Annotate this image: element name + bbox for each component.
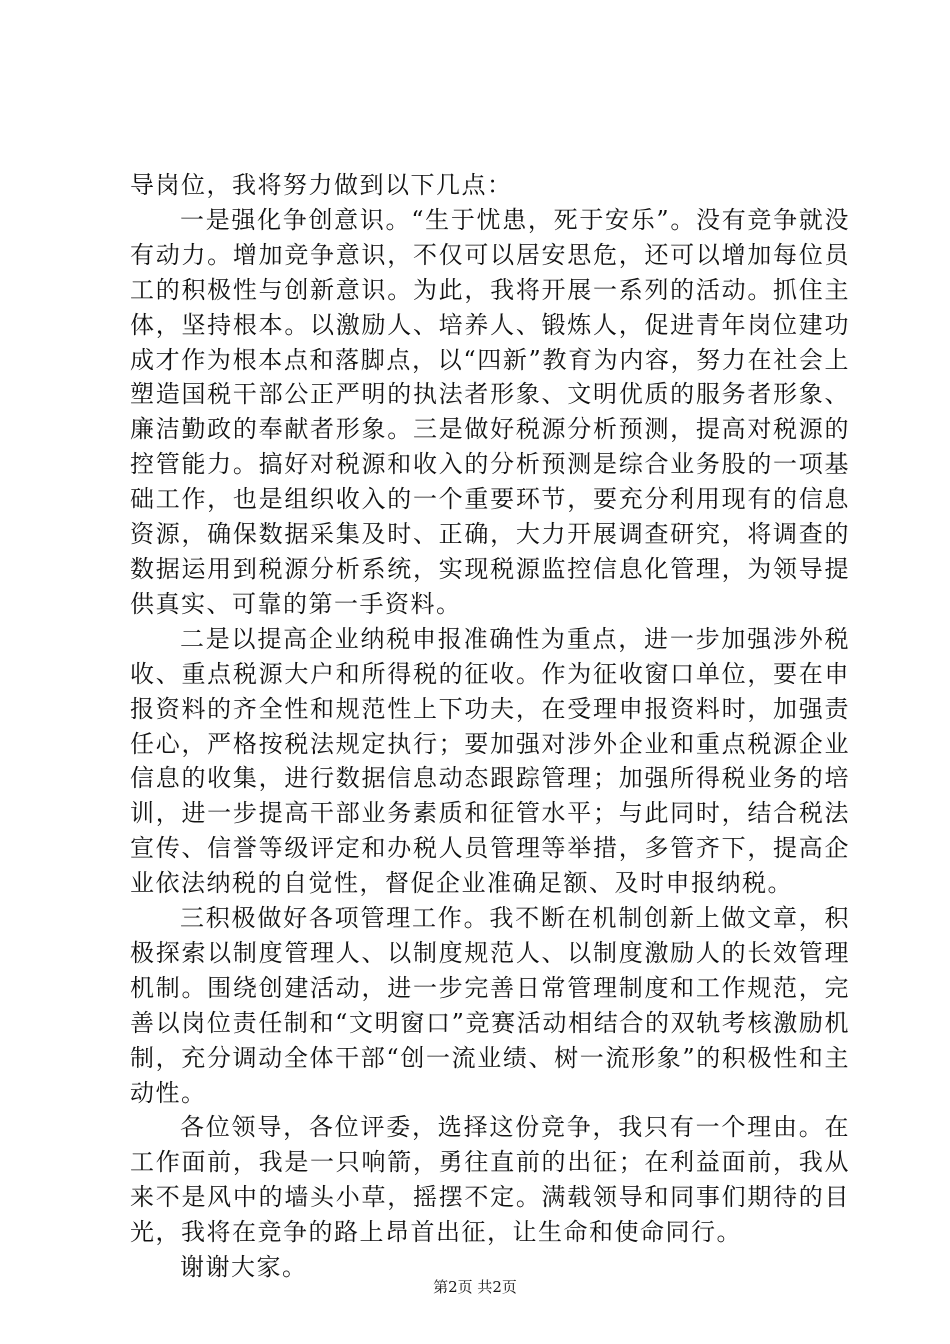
paragraph-continuation: 导岗位，我将努力做到以下几点： bbox=[130, 171, 513, 199]
paragraph-closing: 各位领导，各位评委，选择这份竞争，我只有一个理由。在工作面前，我是一只响箭，勇往直前的出征；在利益面前，我从来不是风中的墙头小草，摇摆不定。满载领导和同事们期待的目光，我将在竞争的路上昂首出征，让生命和使命同行。 bbox=[130, 1113, 850, 1247]
paragraph-point-one: 一是强化争创意识。“生于忧患，死于安乐”。没有竞争就没有动力。增加竞争意识，不仅可以居安思危，还可以增加每位员工的积极性与创新意识。为此，我将开展一系列的活动。抓住主体，坚持根本。以激励人、培养人、锻炼人，促进青年岗位建功成才作为根本点和落脚点，以“四新”教育为内容，努力在社会上塑造国税干部公正严明的执法者形象、文明优质的服务者形象、廉洁勤政的奉献者形象。三是做好税源分析预测，提高对税源的控管能力。搞好对税源和收入的分析预测是综合业务股的一项基础工作，也是组织收入的一个重要环节，要充分利用现有的信息资源，确保数据采集及时、正确，大力开展调查研究，将调查的数据运用到税源分析系统，实现税源监控信息化管理，为领导提供真实、可靠的第一手资料。 bbox=[130, 205, 850, 618]
paragraph-point-three: 三积极做好各项管理工作。我不断在机制创新上做文章，积极探索以制度管理人、以制度规范人、以制度激励人的长效管理机制。围绕创建活动，进一步完善日常管理制度和工作规范，完善以岗位责任制和“文明窗口”竞赛活动相结合的双轨考核激励机制，充分调动全体干部“创一流业绩、树一流形象”的积极性和主动性。 bbox=[130, 904, 850, 1107]
paragraph-thanks: 谢谢大家。 bbox=[180, 1253, 308, 1282]
paragraph-point-two: 二是以提高企业纳税申报准确性为重点，进一步加强涉外税收、重点税源大户和所得税的征收。作为征收窗口单位，要在申报资料的齐全性和规范性上下功夫，在受理申报资料时，加强责任心，严格按税法规定执行；要加强对涉外企业和重点税源企业信息的收集，进行数据信息动态跟踪管理；加强所得税业务的培训，进一步提高干部业务素质和征管水平；与此同时，结合税法宣传、信誉等级评定和办税人员管理等举措，多管齐下，提高企业依法纳税的自觉性，督促企业准确足额、及时申报纳税。 bbox=[130, 624, 850, 898]
document-body bbox=[130, 168, 850, 1285]
page-number-footer: 第2页 共2页 bbox=[433, 1278, 517, 1296]
